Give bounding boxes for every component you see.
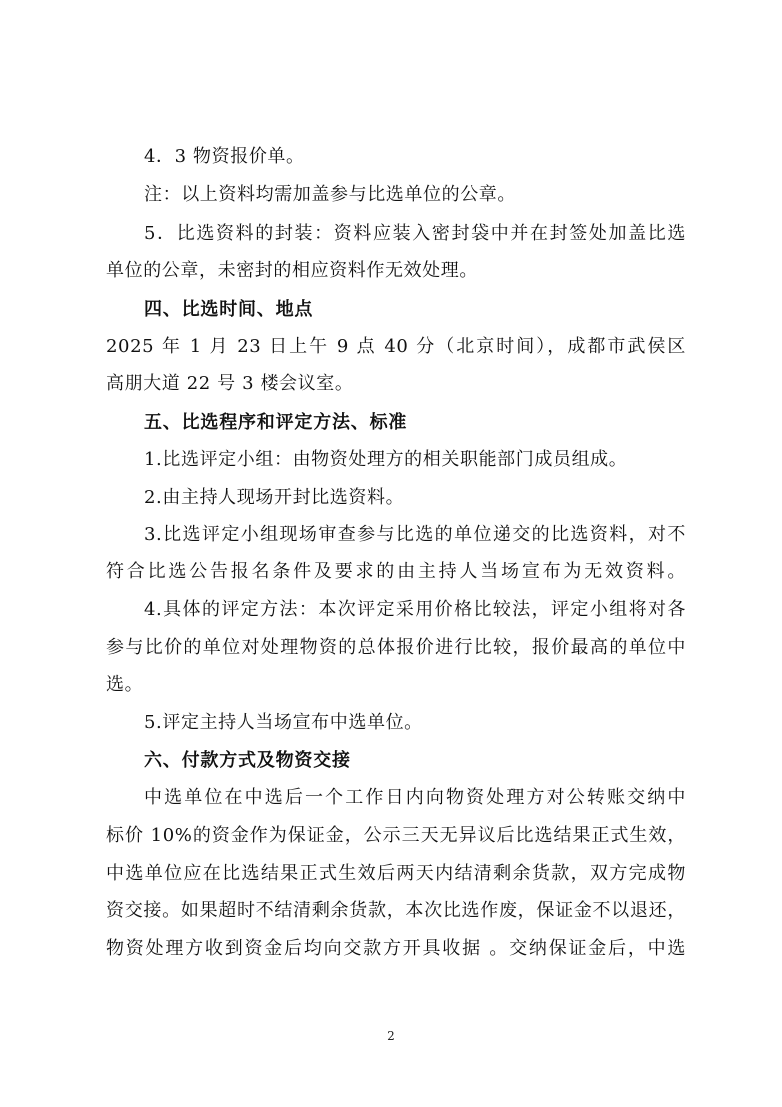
paragraph-line: 选。 — [106, 674, 144, 695]
paragraph-line: 资交接。如果超时不结清剩余货款，本次比选作废，保证金不以退还， — [106, 900, 686, 921]
paragraph-line: 5.评定主持人当场宣布中选单位。 — [144, 712, 423, 733]
paragraph-line: 符合比选公告报名条件及要求的由主持人当场宣布为无效资料。 — [106, 561, 686, 582]
section-heading: 五、比选程序和评定方法、标准 — [144, 412, 408, 433]
section-heading: 四、比选时间、地点 — [144, 299, 314, 320]
paragraph-line: 参与比价的单位对处理物资的总体报价进行比较，报价最高的单位中 — [106, 637, 686, 658]
page-number: 2 — [387, 1029, 395, 1043]
paragraph-line: 2025 年 1 月 23 日上午 9 点 40 分（北京时间），成都市武侯区 — [106, 336, 686, 357]
paragraph-line: 物资处理方收到资金后均向交款方开具收据 。交纳保证金后，中选 — [106, 938, 686, 959]
paragraph-line: 3.比选评定小组现场审查参与比选的单位递交的比选资料，对不 — [144, 524, 686, 545]
paragraph-line: 中选单位在中选后一个工作日内向物资处理方对公转账交纳中 — [144, 787, 686, 808]
paragraph-line: 高朋大道 22 号 3 楼会议室。 — [106, 373, 354, 394]
paragraph-line: 4.具体的评定方法：本次评定采用价格比较法，评定小组将对各 — [144, 599, 686, 620]
paragraph-line: 2.由主持人现场开封比选资料。 — [144, 487, 405, 508]
paragraph-line: 5．比选资料的封装：资料应装入密封袋中并在封签处加盖比选 — [144, 223, 686, 244]
paragraph-line: 单位的公章，未密封的相应资料作无效处理。 — [106, 260, 478, 281]
paragraph-line: 4．3 物资报价单。 — [144, 146, 305, 167]
paragraph-line: 1.比选评定小组：由物资处理方的相关职能部门成员组成。 — [144, 449, 628, 470]
paragraph-line: 标价 10%的资金作为保证金，公示三天无异议后比选结果正式生效， — [106, 825, 686, 846]
paragraph-line: 中选单位应在比选结果正式生效后两天内结清剩余货款，双方完成物 — [106, 863, 686, 884]
paragraph-line: 注：以上资料均需加盖参与比选单位的公章。 — [144, 184, 516, 205]
section-heading: 六、付款方式及物资交接 — [144, 750, 351, 771]
